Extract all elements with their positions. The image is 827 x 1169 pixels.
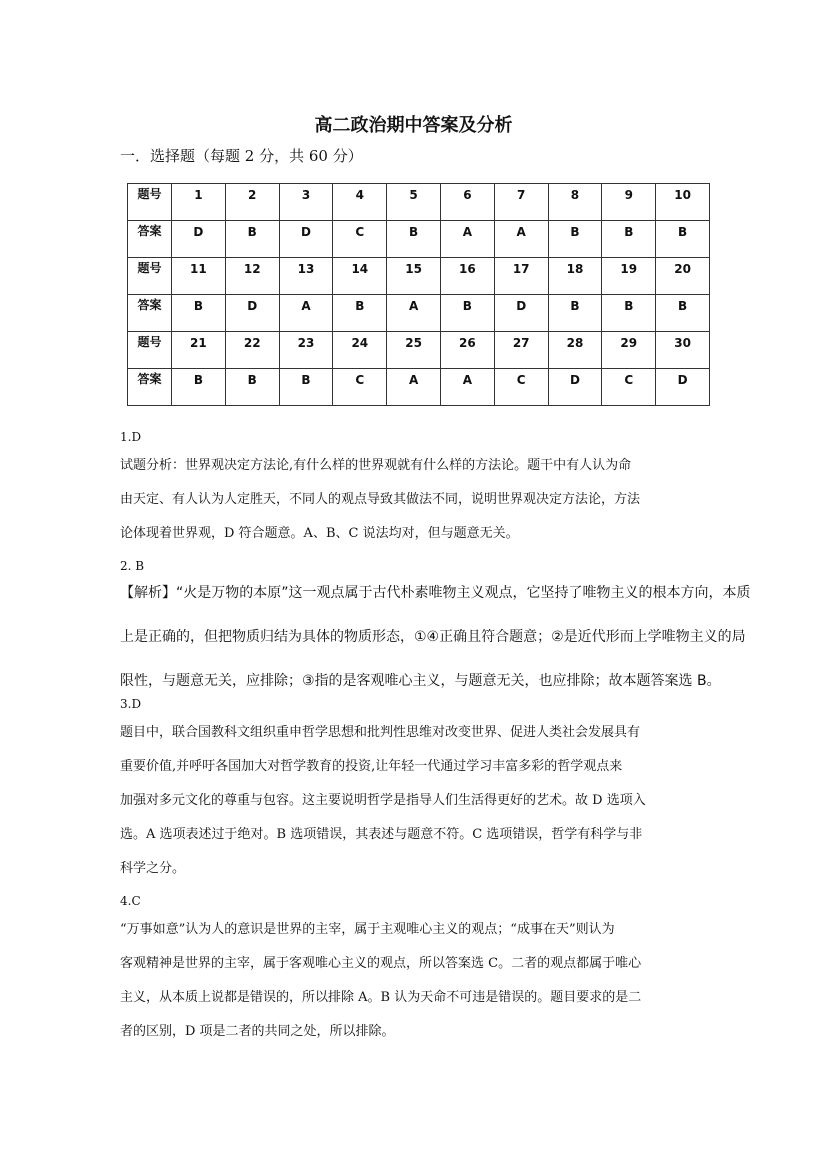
answer-cell: C	[494, 369, 548, 406]
question-number-cell: 13	[279, 258, 333, 295]
question-number-cell: 5	[387, 184, 441, 221]
answer-cell: B	[656, 295, 710, 332]
answer-cell: A	[279, 295, 333, 332]
answer-cell: C	[333, 221, 387, 258]
question-number-cell: 27	[494, 332, 548, 369]
question-number-cell: 14	[333, 258, 387, 295]
answer-cell: B	[548, 295, 602, 332]
question-number-row	[128, 258, 710, 295]
question-number: 3.D	[120, 697, 142, 711]
question-number-label: 题号	[128, 184, 172, 221]
question-4-analysis	[120, 889, 710, 1049]
question-number-label: 题号	[128, 332, 172, 369]
answer-cell: B	[333, 295, 387, 332]
analysis-line: 重要价值,并呼吁各国加大对哲学教育的投资,让年轻一代通过学习丰富多彩的哲学观点来	[120, 759, 623, 774]
answer-cell: B	[387, 221, 441, 258]
analysis-line: 由天定、有人认为人定胜天，不同人的观点导致其做法不同，说明世界观决定方法论，方法	[120, 492, 641, 507]
answer-cell: B	[172, 369, 226, 406]
answer-label: 答案	[128, 221, 172, 258]
answer-cell: A	[387, 369, 441, 406]
question-number-cell: 1	[172, 184, 226, 221]
question-2-analysis	[120, 554, 751, 698]
question-number-cell: 30	[656, 332, 710, 369]
question-number-cell: 23	[279, 332, 333, 369]
question-number-cell: 11	[172, 258, 226, 295]
question-number-cell: 10	[656, 184, 710, 221]
analysis-line: 科学之分。	[120, 861, 186, 876]
question-number: 2. B	[120, 559, 145, 573]
page-title: 高二政治期中答案及分析	[314, 115, 513, 136]
question-number-cell: 4	[333, 184, 387, 221]
question-number: 1.D	[120, 430, 142, 444]
question-number-cell: 7	[494, 184, 548, 221]
answer-cell: A	[494, 221, 548, 258]
question-number: 4.C	[120, 894, 141, 908]
question-number-row	[128, 332, 710, 369]
answer-cell: B	[172, 295, 226, 332]
question-number-cell: 18	[548, 258, 602, 295]
answer-cell: B	[225, 369, 279, 406]
analysis-line: 客观精神是世界的主宰，属于客观唯心主义的观点，所以答案选 C。二者的观点都属于唯心	[120, 956, 642, 971]
answer-cell: B	[440, 295, 494, 332]
question-number-cell: 15	[387, 258, 441, 295]
analysis-line: 主义，从本质上说都是错误的，所以排除 A。B 认为天命不可违是错误的。题目要求的是二	[120, 990, 642, 1005]
answer-cell: A	[387, 295, 441, 332]
answer-cell: B	[602, 295, 656, 332]
answer-cell: B	[548, 221, 602, 258]
analysis-line: 【解析】“火是万物的本原”这一观点属于古代朴素唯物主义观点，它坚持了唯物主义的根本方向，本质	[120, 585, 751, 601]
answer-cell: D	[279, 221, 333, 258]
question-number-cell: 24	[333, 332, 387, 369]
answer-cell: C	[333, 369, 387, 406]
answer-cell: D	[494, 295, 548, 332]
question-3-analysis	[120, 692, 710, 886]
answer-table	[127, 183, 710, 406]
question-number-cell: 21	[172, 332, 226, 369]
answer-cell: B	[602, 221, 656, 258]
analysis-line: 题目中，联合国教科文组织重申哲学思想和批判性思维对改变世界、促进人类社会发展具有	[120, 725, 641, 740]
question-number-cell: 16	[440, 258, 494, 295]
answer-row	[128, 295, 710, 332]
answer-cell: D	[172, 221, 226, 258]
question-number-row	[128, 184, 710, 221]
question-number-cell: 9	[602, 184, 656, 221]
answer-cell: A	[440, 369, 494, 406]
question-number-cell: 26	[440, 332, 494, 369]
question-1-analysis	[120, 425, 710, 551]
answer-cell: B	[225, 221, 279, 258]
answer-cell: D	[548, 369, 602, 406]
question-number-cell: 8	[548, 184, 602, 221]
question-number-cell: 17	[494, 258, 548, 295]
section-heading: 一．选择题（每题 2 分，共 60 分）	[120, 147, 363, 165]
question-number-cell: 29	[602, 332, 656, 369]
answer-cell: A	[440, 221, 494, 258]
analysis-line: 试题分析：世界观决定方法论,有什么样的世界观就有什么样的方法论。题干中有人认为命	[120, 458, 632, 473]
answer-cell: C	[602, 369, 656, 406]
answer-label: 答案	[128, 369, 172, 406]
answer-label: 答案	[128, 295, 172, 332]
question-number-cell: 25	[387, 332, 441, 369]
question-number-cell: 6	[440, 184, 494, 221]
analysis-line: 论体现着世界观，D 符合题意。A、B、C 说法均对，但与题意无关。	[120, 526, 519, 541]
question-number-cell: 12	[225, 258, 279, 295]
analysis-line: 选。A 选项表述过于绝对。B 选项错误，其表述与题意不符。C 选项错误，哲学有科学与非	[120, 827, 643, 842]
question-number-cell: 20	[656, 258, 710, 295]
answer-row	[128, 369, 710, 406]
analysis-line: 限性，与题意无关，应排除；③指的是客观唯心主义，与题意无关，也应排除；故本题答案选 B。	[120, 673, 721, 689]
analysis-line: 者的区别，D 项是二者的共同之处，所以排除。	[120, 1024, 395, 1039]
question-number-cell: 3	[279, 184, 333, 221]
analysis-line: “万事如意”认为人的意识是世界的主宰，属于主观唯心主义的观点；“成事在天”则认为	[120, 922, 615, 937]
analysis-line: 加强对多元文化的尊重与包容。这主要说明哲学是指导人们生活得更好的艺术。故 D 选项入	[120, 793, 646, 808]
answer-cell: D	[225, 295, 279, 332]
question-number-cell: 28	[548, 332, 602, 369]
question-number-cell: 2	[225, 184, 279, 221]
analysis-line: 上是正确的，但把物质归结为具体的物质形态，①④正确且符合题意；②是近代形而上学唯物主义的局	[120, 629, 746, 645]
answer-row	[128, 221, 710, 258]
question-number-cell: 22	[225, 332, 279, 369]
answer-cell: D	[656, 369, 710, 406]
answer-cell: B	[656, 221, 710, 258]
answer-cell: B	[279, 369, 333, 406]
question-number-cell: 19	[602, 258, 656, 295]
question-number-label: 题号	[128, 258, 172, 295]
